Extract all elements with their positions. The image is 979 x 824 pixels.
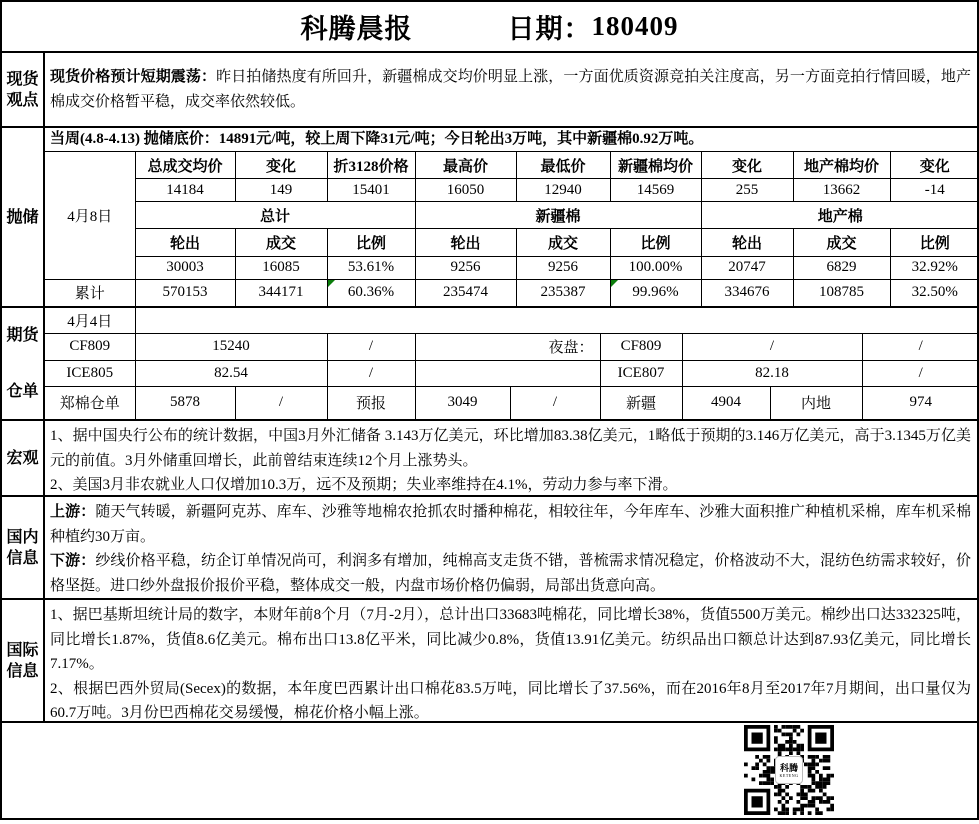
reserve-col-header: 折3128价格 (327, 152, 415, 179)
empty-cell (415, 360, 600, 386)
futures-ice-row (45, 360, 979, 386)
reserve-total-value: 32.50% (890, 279, 979, 306)
reserve-col-header: 最低价 (516, 152, 610, 179)
reserve-day-value: 9256 (415, 257, 516, 280)
qr-logo-text: 科腾 (779, 762, 798, 773)
reserve-floor-price-banner: 当周(4.8-4.13) 抛储底价：14891元/吨，较上周下降31元/吨；今日轮出3万吨，其中新疆棉0.92万吨。 (45, 128, 977, 152)
spot-viewpoint-text (45, 53, 977, 126)
reserve-subheader: 成交 (793, 229, 890, 257)
reserve-group-header: 新疆棉 (415, 201, 701, 229)
neidi-value: 974 (862, 386, 979, 419)
forecast-value: 3049 (415, 386, 510, 419)
international-line: 2、根据巴西外贸局(Secex)的数据，本年度巴西累计出口棉花83.5万吨，同比增长了37.56%，而在2016年8月至2017年7月期间，出口量仅为60.7万吨。3月份巴西棉花交易缓慢，棉花价格小幅上涨。 (50, 680, 971, 721)
reserve-subheader: 成交 (235, 229, 327, 257)
reserve-day-value: 20747 (701, 257, 793, 280)
section-macro (2, 419, 977, 495)
reserve-group-row (45, 201, 979, 229)
reserve-subheader: 比例 (327, 229, 415, 257)
reserve-subheader: 轮出 (701, 229, 793, 257)
contract-name: ICE805 (45, 360, 135, 386)
futures-empty-cell (135, 308, 979, 333)
reserve-subheader: 轮出 (135, 229, 235, 257)
macro-line: 2、美国3月非农就业人口仅增加10.3万，远不及预期；失业率维持在4.1%，劳动力参与率下滑。 (50, 477, 678, 493)
night-contract-price: / (682, 333, 862, 360)
reserve-col-header: 最高价 (415, 152, 516, 179)
reserve-price-row (45, 179, 979, 202)
night-contract-change: / (862, 333, 979, 360)
reserve-day-value: 9256 (516, 257, 610, 280)
reserve-subheader-row (45, 229, 979, 257)
section-reserve-auction (2, 126, 977, 306)
reserve-group-header: 地产棉 (701, 201, 979, 229)
spot-lead: 现货价格预计短期震荡： (50, 69, 217, 85)
international-line: 1、据巴基斯坦统计局的数字，本财年前8个月（7月-2月），总计出口33683吨棉花，同比增长38%，货值5500万美元。棉纱出口达332325吨，同比增长1.87%，货值8.6亿美元。棉布出口13.8亿平米，同比减少0.8%，货值13.91亿美元。纺织品出口额总计达到87.93亿美元，同比增长7.17%。 (50, 607, 971, 672)
international-text (45, 600, 977, 729)
reserve-value: 12940 (516, 179, 610, 202)
downstream-label: 下游： (50, 553, 96, 569)
reserve-day-value: 32.92% (890, 257, 979, 280)
report-title: 科腾晨报 (300, 14, 413, 44)
reserve-subheader: 比例 (610, 229, 701, 257)
international-section-label: 国际 信息 (2, 600, 45, 721)
reserve-total-value: 235474 (415, 279, 516, 306)
reserve-value: -14 (890, 179, 979, 202)
reserve-value: 14184 (135, 179, 235, 202)
futures-table (45, 308, 979, 419)
futures-cf-row (45, 333, 979, 360)
reserve-section-label: 抛储 (2, 128, 45, 306)
forecast-label: 预报 (327, 386, 415, 419)
reserve-total-value: 344171 (235, 279, 327, 306)
cell-flag-icon (328, 280, 335, 287)
qr-logo-subtext: KETENG (779, 772, 799, 778)
spot-body: 昨日拍储热度有所回升，新疆棉成交均价明显上涨，一方面优质资源竞拍关注度高，另一方面竞拍行情回暖，地产棉成交价格暂平稳，成交率依然较低。 (50, 69, 971, 110)
reserve-value: 16050 (415, 179, 516, 202)
spot-section-label: 现货 观点 (2, 53, 45, 126)
qr-code (744, 725, 834, 815)
reserve-col-header: 新疆棉均价 (610, 152, 701, 179)
reserve-col-header: 变化 (701, 152, 793, 179)
reserve-day-value: 6829 (793, 257, 890, 280)
reserve-total-value: 334676 (701, 279, 793, 306)
qr-center-logo (775, 756, 803, 784)
upstream-body: 随天气转暖，新疆阿克苏、库车、沙雅等地棉农抢抓农时播种棉花，相较往年，今年库车、沙雅大面积推广种植机采棉，库车机采棉种植约30万亩。 (50, 504, 971, 545)
contract-change: / (327, 333, 415, 360)
reserve-header-row (45, 152, 979, 179)
domestic-text (45, 497, 977, 601)
reserve-subheader: 比例 (890, 229, 979, 257)
reserve-day-value: 53.61% (327, 257, 415, 280)
contract-name: CF809 (45, 333, 135, 360)
reserve-total-value: 99.96% (610, 279, 701, 306)
xinjiang-label: 新疆 (600, 386, 682, 419)
receipt-change: / (235, 386, 327, 419)
reserve-total-value: 570153 (135, 279, 235, 306)
reserve-col-header: 地产棉均价 (793, 152, 890, 179)
section-futures-receipts (2, 306, 977, 419)
reserve-group-header: 总计 (135, 201, 415, 229)
reserve-col-header: 变化 (890, 152, 979, 179)
forecast-change: / (510, 386, 600, 419)
date-label: 日期： (507, 14, 592, 44)
reserve-total-value: 108785 (793, 279, 890, 306)
macro-section-label: 宏观 (2, 421, 45, 495)
contract-price: 15240 (135, 333, 327, 360)
reserve-day-value: 30003 (135, 257, 235, 280)
reserve-day-value: 16085 (235, 257, 327, 280)
title-band (2, 2, 977, 51)
contract-change: / (327, 360, 415, 386)
reserve-value: 255 (701, 179, 793, 202)
reserve-total-value: 60.36% (327, 279, 415, 306)
reserve-total-value: 235387 (516, 279, 610, 306)
receipt-name: 郑棉仓单 (45, 386, 135, 419)
date-value: 180409 (591, 11, 679, 41)
section-spot-viewpoint (2, 51, 977, 126)
reserve-day-row (45, 257, 979, 280)
section-domestic-info (2, 495, 977, 598)
upstream-label: 上游： (50, 504, 96, 520)
reserve-total-row (45, 279, 979, 306)
reserve-value: 14569 (610, 179, 701, 202)
receipt-value: 5878 (135, 386, 235, 419)
futures-section-label: 期货 仓单 (2, 308, 45, 419)
section-international-info (2, 598, 977, 721)
neidi-label: 内地 (770, 386, 862, 419)
cell-flag-icon (611, 280, 618, 287)
reserve-total-label: 累计 (45, 279, 135, 306)
reserve-subheader: 成交 (516, 229, 610, 257)
reserve-date-cell: 4月8日 (45, 152, 135, 279)
night-contract-name: ICE807 (600, 360, 682, 386)
night-session-label: 夜盘： (415, 333, 600, 360)
domestic-section-label: 国内 信息 (2, 497, 45, 598)
reserve-value: 15401 (327, 179, 415, 202)
reserve-day-value: 100.00% (610, 257, 701, 280)
warehouse-receipt-row (45, 386, 979, 419)
night-contract-change: / (862, 360, 979, 386)
reserve-value: 13662 (793, 179, 890, 202)
reserve-col-header: 总成交均价 (135, 152, 235, 179)
reserve-value: 149 (235, 179, 327, 202)
xinjiang-value: 4904 (682, 386, 770, 419)
downstream-body: 纱线价格平稳，纺企订单情况尚可，利润多有增加，纯棉高支走货不错，普梳需求情况稳定，价格波动不大，混纺色纺需求较好，价格坚挺。进口纱外盘报价报价平稳，整体成交一般，内盘市场价格仍偏弱，局部出货意向高。 (50, 553, 971, 594)
futures-date-row (45, 308, 979, 333)
macro-text (45, 421, 977, 501)
night-contract-price: 82.18 (682, 360, 862, 386)
night-contract-name: CF809 (600, 333, 682, 360)
reserve-auction-table (45, 152, 979, 306)
contract-price: 82.54 (135, 360, 327, 386)
macro-line: 1、据中国央行公布的统计数据，中国3月外汇储备 3.143万亿美元，环比增加83.38亿美元，1略低于预期的3.146万亿美元，高于3.1345万亿美元的前值。3月外储重回增长，此前曾结束连续12个月上涨势头。 (50, 428, 971, 469)
section-footer (2, 721, 977, 814)
futures-date-cell: 4月4日 (45, 308, 135, 333)
reserve-col-header: 变化 (235, 152, 327, 179)
reserve-subheader: 轮出 (415, 229, 516, 257)
